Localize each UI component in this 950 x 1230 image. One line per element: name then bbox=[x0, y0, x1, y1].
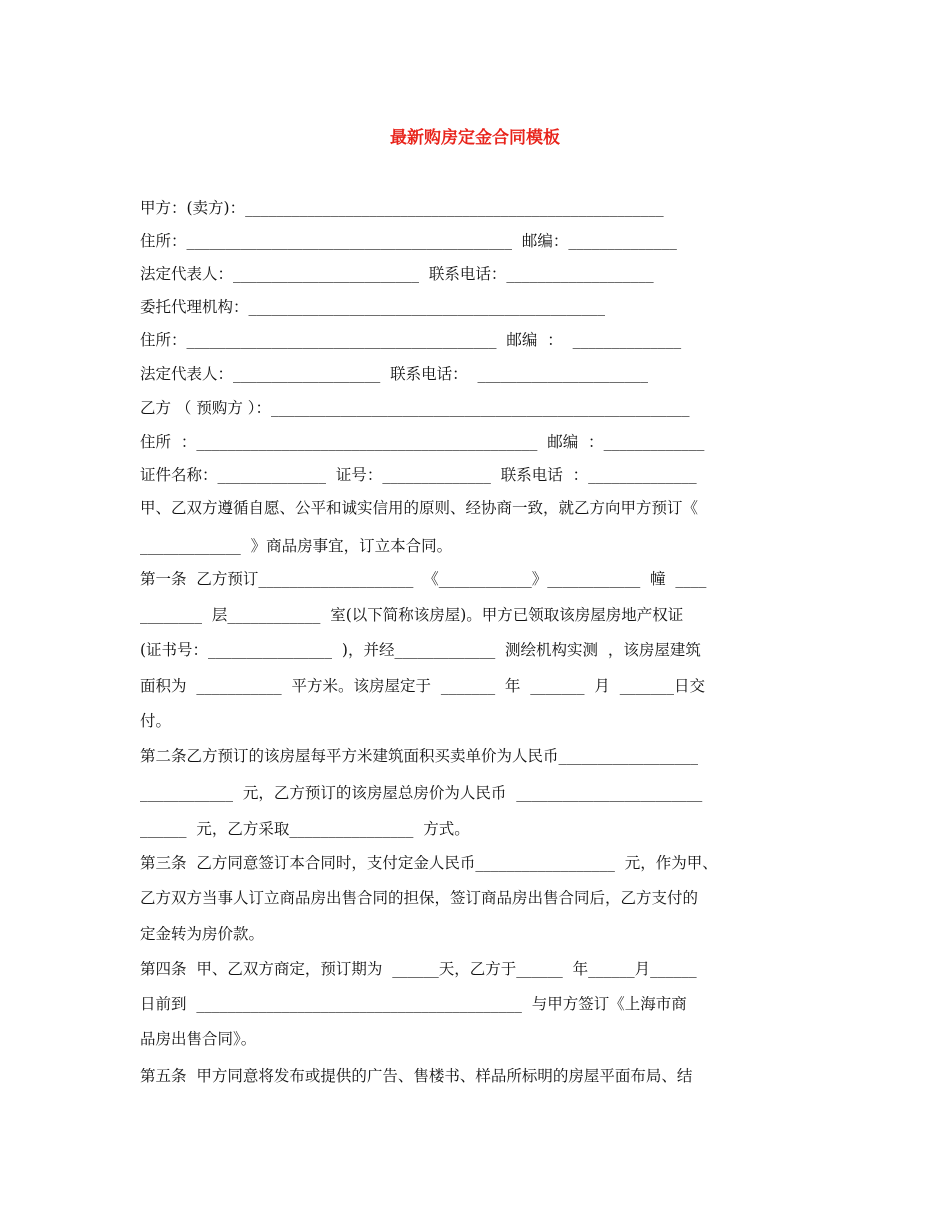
party-b-address-line: 住所 ：____________________________________________ 邮编 ：_____________ bbox=[140, 433, 705, 451]
id-document-line: 证件名称：______________ 证号：______________ 联系电话 ：______________ bbox=[140, 466, 697, 484]
article-4-line: 品房出售合同》。 bbox=[140, 1030, 257, 1048]
article-4-line: 第四条 甲、乙双方商定，预订期为 ______天，乙方于______ 年______月______ bbox=[140, 960, 697, 978]
article-5-line: 第五条 甲方同意将发布或提供的广告、售楼书、样品所标明的房屋平面布局、结 bbox=[140, 1067, 693, 1085]
article-1-line: 付。 bbox=[140, 712, 172, 730]
article-2-line: ____________ 元，乙方预订的该房屋总房价为人民币 ________________________ bbox=[140, 784, 703, 802]
article-1-line: ________ 层____________ 室(以下简称该房屋)。甲方已领取该房屋房地产权证 bbox=[140, 606, 684, 624]
preamble-line: 甲、乙双方遵循自愿、公平和诚实信用的原则、经协商一致，就乙方向甲方预订《 bbox=[140, 499, 699, 517]
article-3-line: 乙方双方当事人订立商品房出售合同的担保，签订商品房出售合同后，乙方支付的 bbox=[140, 889, 699, 907]
preamble-line: _____________ 》商品房事宜，订立本合同。 bbox=[140, 537, 453, 555]
article-1-line: 面积为 ___________ 平方米。该房屋定于 _______ 年 _______ 月 _______日交 bbox=[140, 677, 705, 695]
article-2-line: 第二条乙方预订的该房屋每平方米建筑面积买卖单价为人民币__________________ bbox=[140, 747, 699, 765]
article-4-line: 日前到 __________________________________________ 与甲方签订《上海市商 bbox=[140, 995, 687, 1013]
party-b-buyer-line: 乙方 （ 预购方 ）：______________________________________________________ bbox=[140, 399, 690, 417]
document-title: 最新购房定金合同模板 bbox=[390, 128, 560, 148]
party-a-seller-line: 甲方：(卖方)：______________________________________________________ bbox=[140, 199, 664, 217]
article-2-line: ______ 元，乙方采取________________ 方式。 bbox=[140, 820, 470, 838]
article-1-line: 第一条 乙方预订____________________ 《____________》____________ 幢 ____ bbox=[140, 570, 707, 588]
article-1-line: (证书号：________________ )，并经_____________ 测绘机构实测 ，该房屋建筑 bbox=[140, 641, 701, 659]
party-a-representative-line: 法定代表人：________________________ 联系电话：___________________ bbox=[140, 265, 654, 283]
agency-address-line: 住所：________________________________________ 邮编 ： ______________ bbox=[140, 331, 682, 349]
agency-representative-line: 法定代表人：___________________ 联系电话： ______________________ bbox=[140, 365, 648, 383]
article-3-line: 第三条 乙方同意签订本合同时，支付定金人民币__________________ 元，作为甲、 bbox=[140, 854, 718, 872]
agency-line: 委托代理机构：______________________________________________ bbox=[140, 298, 606, 316]
article-3-line: 定金转为房价款。 bbox=[140, 925, 265, 943]
party-a-address-line: 住所：__________________________________________ 邮编：______________ bbox=[140, 232, 677, 250]
